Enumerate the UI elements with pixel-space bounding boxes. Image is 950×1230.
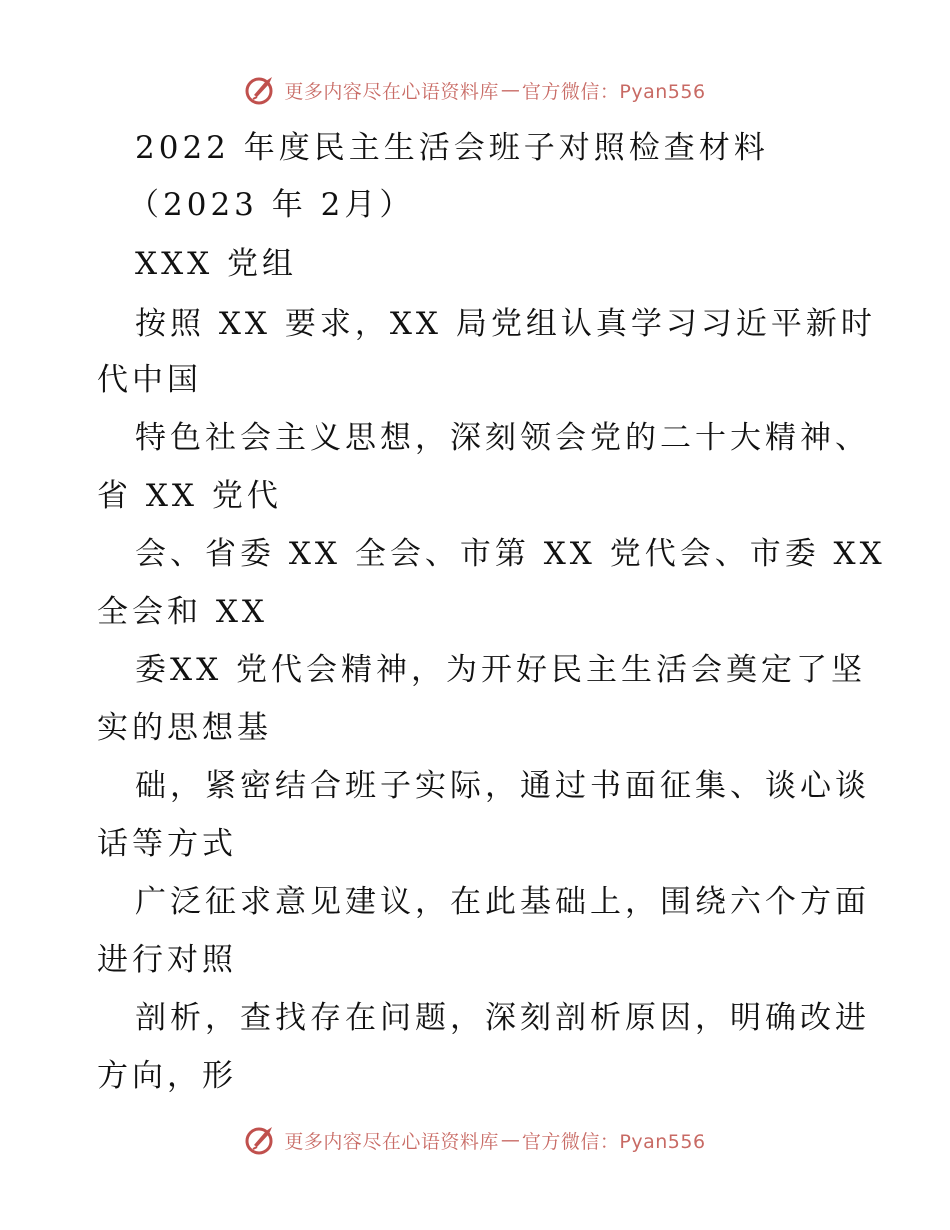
document-title: 2022 年度民主生活会班子对照检查材料 xyxy=(135,130,769,166)
watermark-text: 更多内容尽在心语资料库 xyxy=(284,80,499,103)
watermark-separator: — xyxy=(500,1129,520,1151)
footer-watermark xyxy=(0,1120,950,1160)
watermark-suffix: 官方微信：Pyan556 xyxy=(521,80,706,103)
paragraph-line: 特色社会主义思想，深刻领会党的二十大精神、 xyxy=(135,420,870,456)
watermark-text: 更多内容尽在心语资料库 xyxy=(284,1130,499,1153)
paragraph-line: 础，紧密结合班子实际，通过书面征集、谈心谈 xyxy=(135,768,870,804)
paragraph-line: 进行对照 xyxy=(97,942,237,978)
watermark-suffix: 官方微信：Pyan556 xyxy=(521,1130,706,1153)
paragraph-line: 广泛征求意见建议，在此基础上，围绕六个方面 xyxy=(135,884,870,920)
document-date: （2023 年 2月） xyxy=(128,187,415,223)
paragraph-line: 委XX 党代会精神，为开好民主生活会奠定了坚 xyxy=(135,652,866,688)
paragraph-line: 实的思想基 xyxy=(97,710,272,746)
paragraph-line: 会、省委 XX 全会、市第 XX 党代会、市委 XX xyxy=(135,536,886,572)
paragraph-line: 方向，形 xyxy=(97,1058,237,1094)
quill-pen-logo-icon xyxy=(244,73,278,107)
paragraph-line: 剖析，查找存在问题，深刻剖析原因，明确改进 xyxy=(135,1000,870,1036)
paragraph-line: 代中国 xyxy=(97,362,202,398)
watermark-separator: — xyxy=(500,79,520,101)
paragraph-line: 全会和 XX xyxy=(97,594,268,630)
header-watermark xyxy=(0,70,950,110)
quill-pen-logo-icon xyxy=(244,1123,278,1157)
paragraph-line: 按照 XX 要求，XX 局党组认真学习习近平新时 xyxy=(135,306,876,342)
paragraph-line: 话等方式 xyxy=(97,826,237,862)
paragraph-line: 省 XX 党代 xyxy=(97,478,282,514)
document-org: XXX 党组 xyxy=(135,246,298,282)
